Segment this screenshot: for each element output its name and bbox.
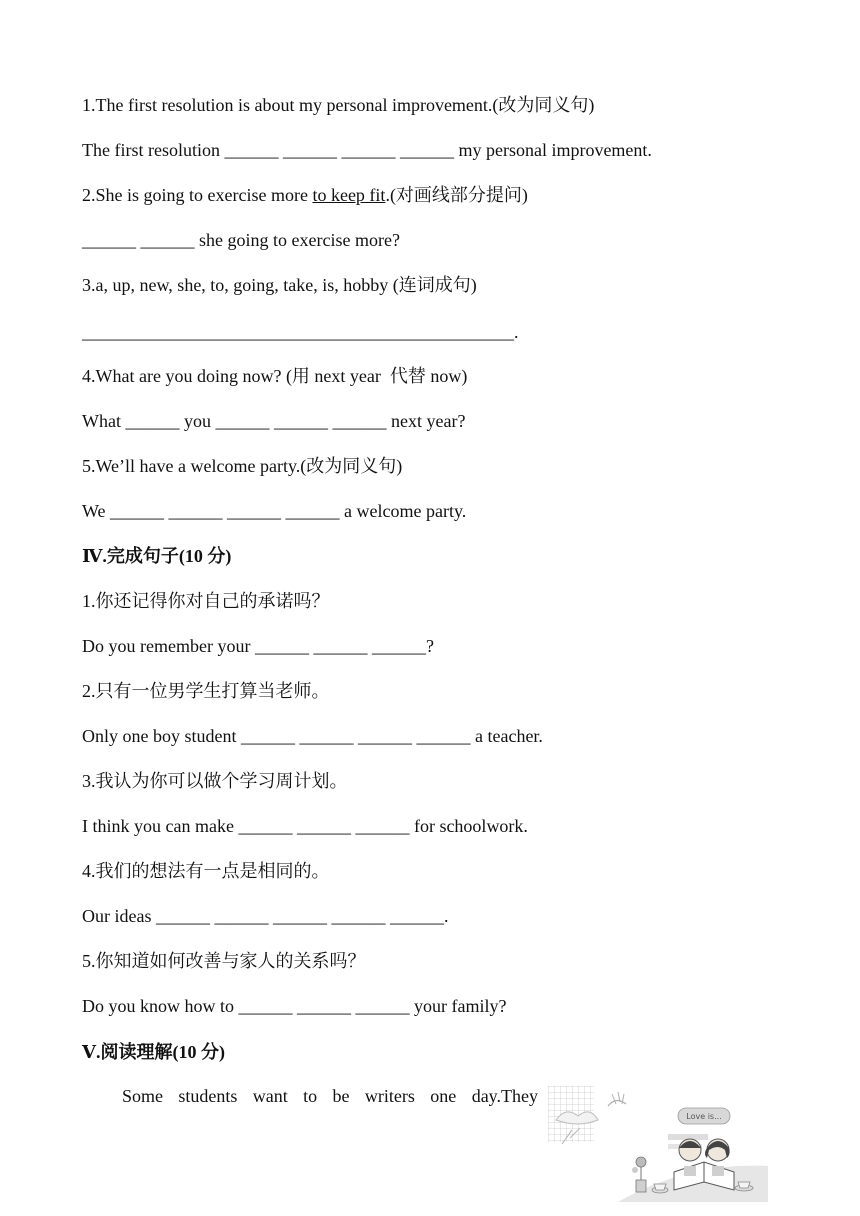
question-3-4-answer: What ______ you ______ ______ ______ next year?	[82, 411, 466, 431]
question-3-1-answer: The first resolution ______ ______ ______ ______ my personal improvement.	[82, 140, 652, 160]
question-3-4-prompt: 4.What are you doing now? (用 next year 代替 now)	[82, 366, 468, 386]
question-4-5-answer: Do you know how to ______ ______ ______ your family?	[82, 996, 507, 1016]
section-5-heading: Ⅴ.阅读理解(10 分)	[82, 1042, 225, 1062]
question-3-5-answer: We ______ ______ ______ ______ a welcome party.	[82, 501, 467, 521]
question-3-3-prompt: 3.a, up, new, she, to, going, take, is, hobby (连词成句)	[82, 275, 477, 295]
section-4-heading: Ⅳ.完成句子(10 分)	[82, 546, 232, 566]
question-3-5-prompt: 5.We’ll have a welcome party.(改为同义句)	[82, 456, 403, 476]
question-3-3-answer: ________________________________________________.	[82, 322, 519, 342]
question-4-2-answer: Only one boy student ______ ______ ______ ______ a teacher.	[82, 726, 543, 746]
reading-paragraph: Some students want to be writers one day.They	[122, 1086, 538, 1106]
question-4-4-prompt: 4.我们的想法有一点是相同的。	[82, 861, 330, 881]
question-3-1-prompt: 1.The first resolution is about my personal improvement.(改为同义句)	[82, 95, 595, 115]
question-4-3-answer: I think you can make ______ ______ ______ for schoolwork.	[82, 816, 528, 836]
question-3-2-prompt	[82, 183, 528, 207]
question-3-2-answer: ______ ______ she going to exercise more?	[82, 230, 400, 250]
question-4-4-answer: Our ideas ______ ______ ______ ______ ______.	[82, 906, 449, 926]
question-4-3-prompt: 3.我认为你可以做个学习周计划。	[82, 771, 348, 791]
question-4-1-answer: Do you remember your ______ ______ ______?	[82, 636, 434, 656]
bubble-text: Love is...	[686, 1112, 722, 1121]
question-4-1-prompt: 1.你还记得你对自己的承诺吗？	[82, 591, 330, 611]
question-3-2-instruction: .(对画线部分提问)	[385, 185, 528, 205]
underlined-phrase: to keep fit	[312, 185, 386, 205]
question-4-5-prompt: 5.你知道如何改善与家人的关系吗？	[82, 951, 366, 971]
question-3-2-text: 2.She is going to exercise more	[82, 185, 313, 205]
reading-children-illustration-icon	[548, 1086, 768, 1202]
question-4-2-prompt: 2.只有一位男学生打算当老师。	[82, 681, 330, 701]
